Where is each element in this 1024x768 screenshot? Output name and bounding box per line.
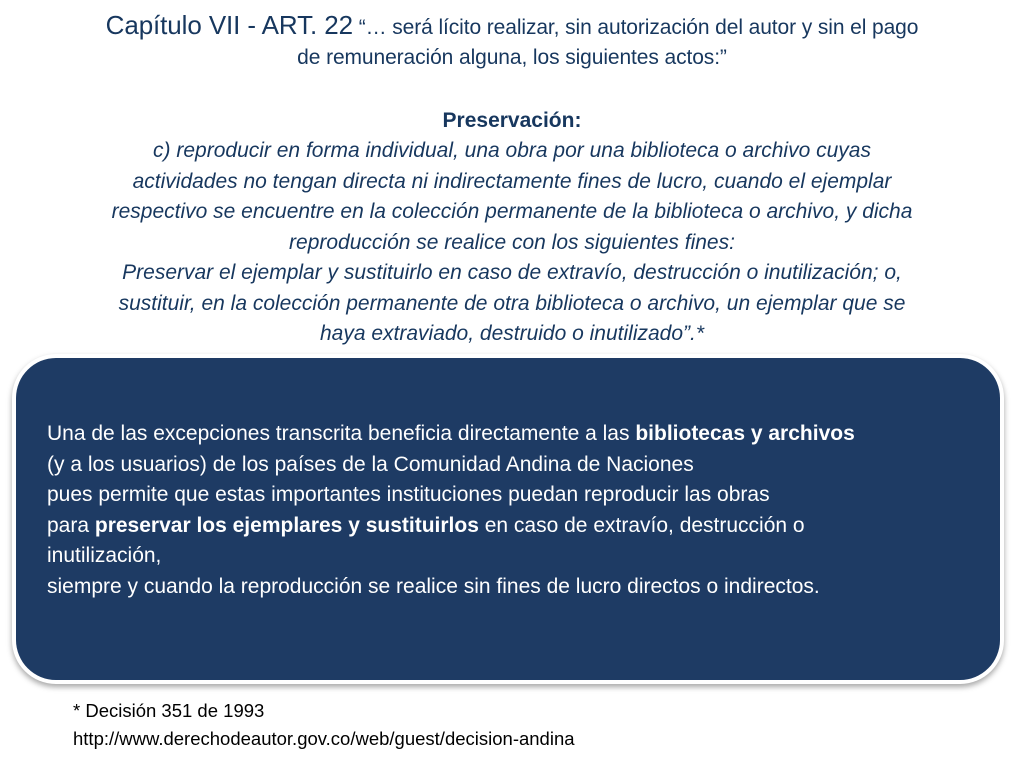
quote-line: respectivo se encuentre en la colección permanente de la biblioteca o archivo, y dicha bbox=[111, 200, 913, 223]
callout-text-fragment: en caso de extravío, destrucción o bbox=[478, 513, 805, 537]
intro-text-line-1: “… será lícito realizar, sin autorización del autor y sin el pago bbox=[353, 16, 919, 39]
callout-line-3: pues permite que estas importantes instituciones puedan reproducir las obras bbox=[47, 483, 770, 506]
intro-text-line-2: de remuneración alguna, los siguientes actos:” bbox=[297, 46, 727, 69]
quote-line: haya extraviado, destruido o inutilizado”.* bbox=[319, 322, 705, 345]
quote-line: reproducción se realice con los siguientes fines: bbox=[289, 230, 735, 254]
callout-line-1 bbox=[47, 419, 987, 450]
quote-line: sustituir, en la colección permanente de otra biblioteca o archivo, un ejemplar que se bbox=[118, 291, 906, 315]
callout-line-5: inutilización, bbox=[47, 544, 162, 567]
quote-line: Preservar el ejemplar y sustituirlo en caso de extravío, destrucción o inutilización; o, bbox=[122, 261, 902, 284]
footnote-url-link[interactable]: http://www.derechodeautor.gov.co/web/guest/decision-andina bbox=[73, 728, 575, 749]
callout-line-2: (y a los usuarios) de los países de la Comunidad Andina de Naciones bbox=[47, 452, 694, 476]
heading-line-1 bbox=[40, 10, 984, 43]
callout-emphasis-libraries: bibliotecas y archivos bbox=[635, 422, 855, 445]
chapter-title: Capítulo VII - ART. 22 bbox=[105, 10, 353, 40]
callout-text-fragment: para bbox=[47, 513, 95, 537]
slide-heading bbox=[40, 10, 984, 73]
callout-text-fragment: Una de las excepciones transcrita beneficia directamente a las bbox=[47, 422, 636, 445]
callout-emphasis-preserve: preservar los ejemplares y sustituirlos bbox=[94, 513, 479, 537]
callout-line-6: siempre y cuando la reproducción se realice sin fines de lucro directos o indirectos. bbox=[47, 574, 820, 598]
legal-quote bbox=[44, 136, 980, 350]
quote-line: actividades no tengan directa ni indirectamente fines de lucro, cuando el ejemplar bbox=[132, 169, 892, 193]
footnote bbox=[73, 697, 575, 753]
footnote-reference: * Decisión 351 de 1993 bbox=[73, 700, 265, 721]
callout-text bbox=[47, 419, 987, 602]
quote-line: c) reproducir en forma individual, una obra por una biblioteca o archivo cuyas bbox=[153, 139, 871, 162]
section-title: Preservación: bbox=[442, 109, 582, 132]
callout-line-4 bbox=[47, 511, 987, 542]
